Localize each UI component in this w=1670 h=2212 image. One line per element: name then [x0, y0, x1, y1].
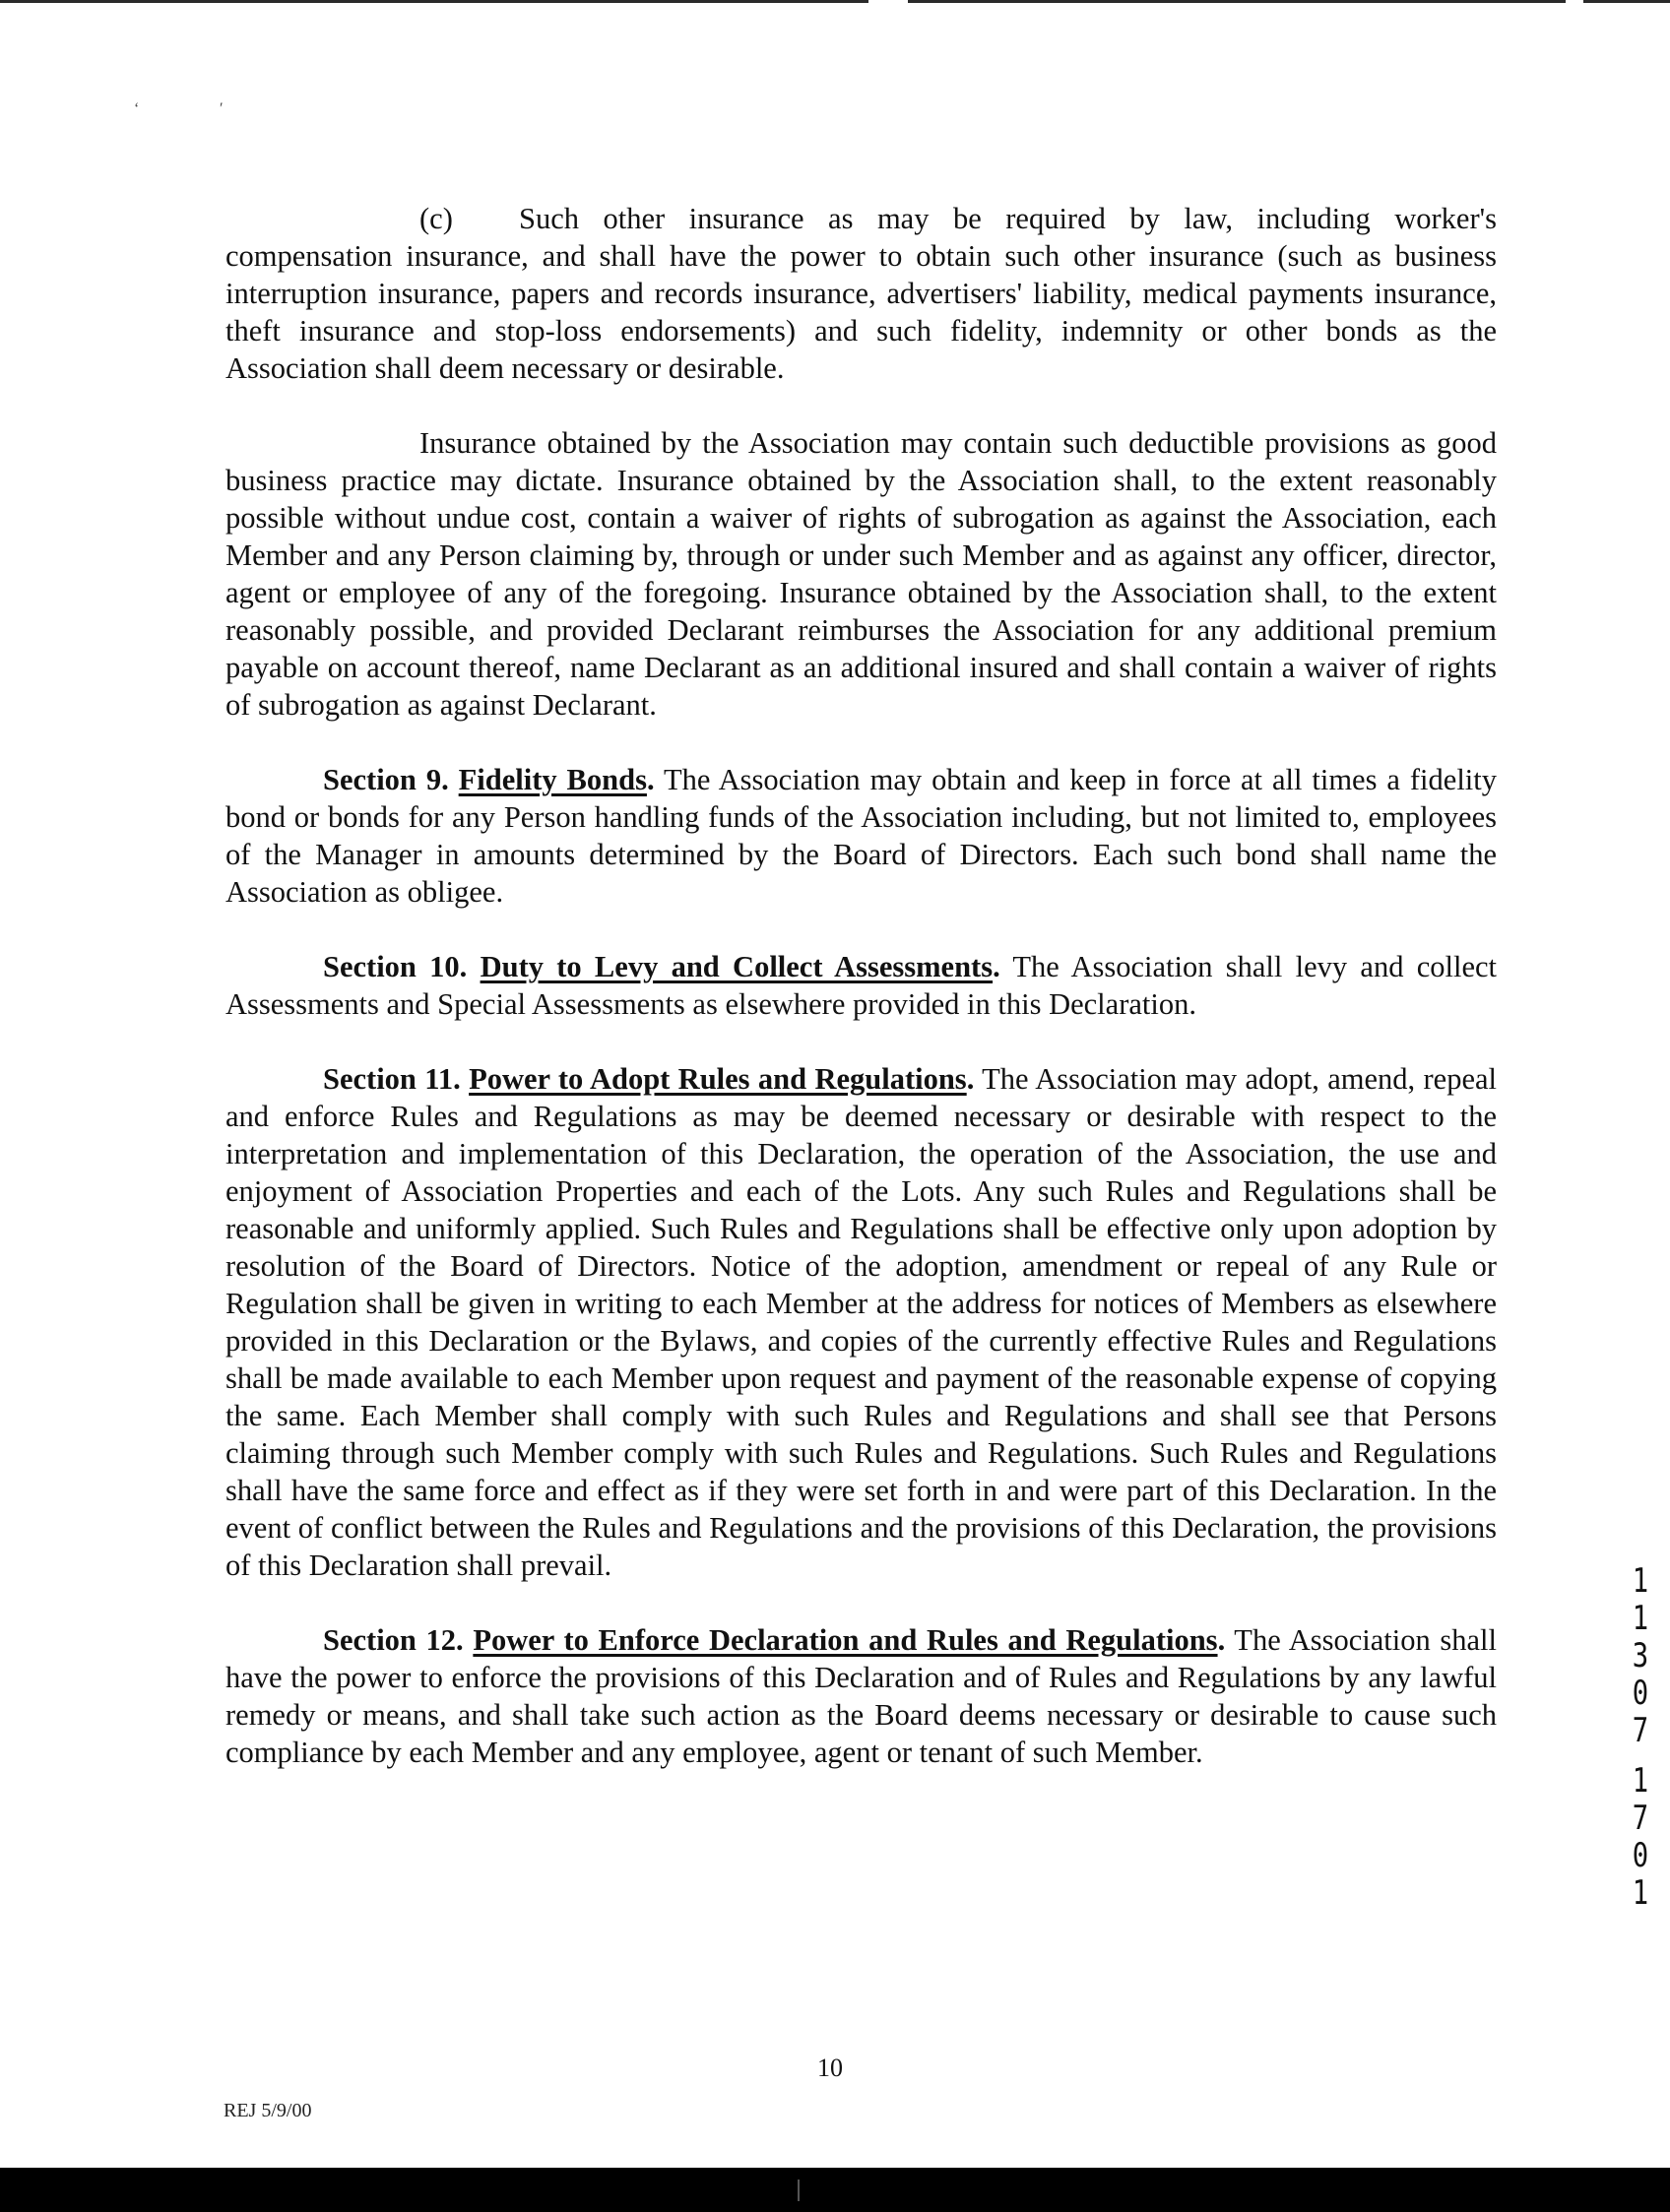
section-12	[225, 1621, 1497, 1771]
paragraph-insurance	[225, 424, 1497, 724]
section-title: Fidelity Bonds	[458, 763, 647, 796]
stamp-digit: 7	[1632, 1711, 1649, 1750]
section-11	[225, 1060, 1497, 1584]
stamp-digit: 1	[1632, 1599, 1649, 1638]
section-title: Power to Enforce Declaration and Rules and Regulations	[473, 1623, 1218, 1657]
section-text: The Association shall levy and collect Assessments and Special Assessments as elsewhere provided in this Declaration.	[225, 950, 1498, 1021]
scan-speck: ʻ	[134, 100, 140, 117]
section-text: The Association may adopt, amend, repeal and enforce Rules and Regulations as may be deemed necessary or desirable with respect to the interpretation and implementation of this Declaration, the operation of the Association, the use and enjoyment of Association Properties and each of the Lots. Any such Rules and Regulations shall be reasonable and uniformly applied. Such Rules and Regulations shall be effective only upon adoption by resolution of the Board of Directors. Notice of the adoption, amendment or repeal of any Rule or Regulation shall be given in writing to each Member at the address for notices of Members as elsewhere provided in this Declaration or the Bylaws, and copies of the currently effective Rules and Regulations shall be made available to each Member upon request and payment of the reasonable expense of copying the same. Each Member shall comply with such Rules and Regulations and shall see that Persons claiming through such Member comply with such Rules and Regulations. Such Rules and Regulations shall have the same force and effect as if they were set forth in and were part of this Declaration. In the event of conflict between the Rules and Regulations and the provisions of this Declaration, the provisions of this Declaration shall prevail.	[225, 1062, 1498, 1582]
stamp-digit: 1	[1632, 1761, 1649, 1801]
stamp-digit: 1	[1632, 1873, 1649, 1913]
margin-stamp-number	[1625, 1562, 1656, 1749]
section-title-period: .	[646, 763, 655, 796]
section-heading: Section 9.	[323, 763, 449, 796]
section-heading: Section 10.	[323, 950, 468, 983]
footer-revision-code: REJ 5/9/00	[224, 2100, 312, 2121]
section-title: Duty to Levy and Collect Assessments	[480, 950, 994, 983]
top-scan-edge-gap	[1566, 0, 1583, 3]
stamp-digit: 0	[1632, 1836, 1649, 1875]
document-body	[225, 200, 1497, 1771]
stamp-digit: 7	[1632, 1799, 1649, 1838]
section-heading: Section 11.	[323, 1062, 461, 1096]
page-number: 10	[817, 2054, 843, 2082]
stamp-digit: 3	[1632, 1636, 1649, 1675]
stamp-digit: 0	[1632, 1674, 1649, 1713]
section-title: Power to Adopt Rules and Regulations	[469, 1062, 967, 1096]
top-scan-edge	[0, 0, 1670, 3]
section-heading: Section 12.	[323, 1623, 464, 1657]
top-scan-edge-gap	[868, 0, 908, 3]
scan-speck: ′	[220, 100, 224, 117]
section-text: The Association shall have the power to enforce the provisions of this Declaration and of Rules and Regulations by any lawful remedy or means, and shall take such action as the Board deems necessary or desirable to cause such compliance by each Member and any employee, agent or tenant of such Member.	[225, 1623, 1497, 1769]
section-text: The Association may obtain and keep in force at all times a fidelity bond or bonds for any Person handling funds of the Association including, but not limited to, employees of the Manager in amounts determined by the Board of Directors. Each such bond shall name the Association as obligee.	[225, 763, 1497, 909]
section-title-period: .	[966, 1062, 975, 1096]
section-9	[225, 761, 1497, 911]
section-title-period: .	[1217, 1623, 1226, 1657]
bottom-scan-tick	[798, 2180, 800, 2201]
paragraph-c	[225, 200, 1497, 387]
margin-stamp-number	[1625, 1762, 1656, 1912]
section-10	[225, 948, 1497, 1023]
paragraph-c-text: Such other insurance as may be required by law, including worker's compensation insurance, and shall have the power to obtain such other insurance (such as business interruption insurance, papers and records insurance, advertisers' liability, medical payments insurance, theft insurance and stop-loss endorsements) and such fidelity, indemnity or other bonds as the Association shall deem necessary or desirable.	[225, 202, 1497, 385]
stamp-digit: 1	[1632, 1561, 1649, 1601]
section-title-period: .	[993, 950, 1000, 983]
bottom-scan-edge	[0, 2168, 1670, 2212]
paragraph-insurance-text: Insurance obtained by the Association may contain such deductible provisions as good business practice may dictate. Insurance obtained by the Association shall, to the extent reasonably possible without undue cost, contain a waiver of rights of subrogation as against the Association, each Member and any Person claiming by, through or under such Member and as against any officer, director, agent or employee of any of the foregoing. Insurance obtained by the Association shall, to the extent reasonably possible, and provided Declarant reimburses the Association for any additional premium payable on account thereof, name Declarant as an additional insured and shall contain a waiver of rights of subrogation as against Declarant.	[225, 426, 1497, 722]
subsection-label: (c)	[419, 202, 453, 235]
